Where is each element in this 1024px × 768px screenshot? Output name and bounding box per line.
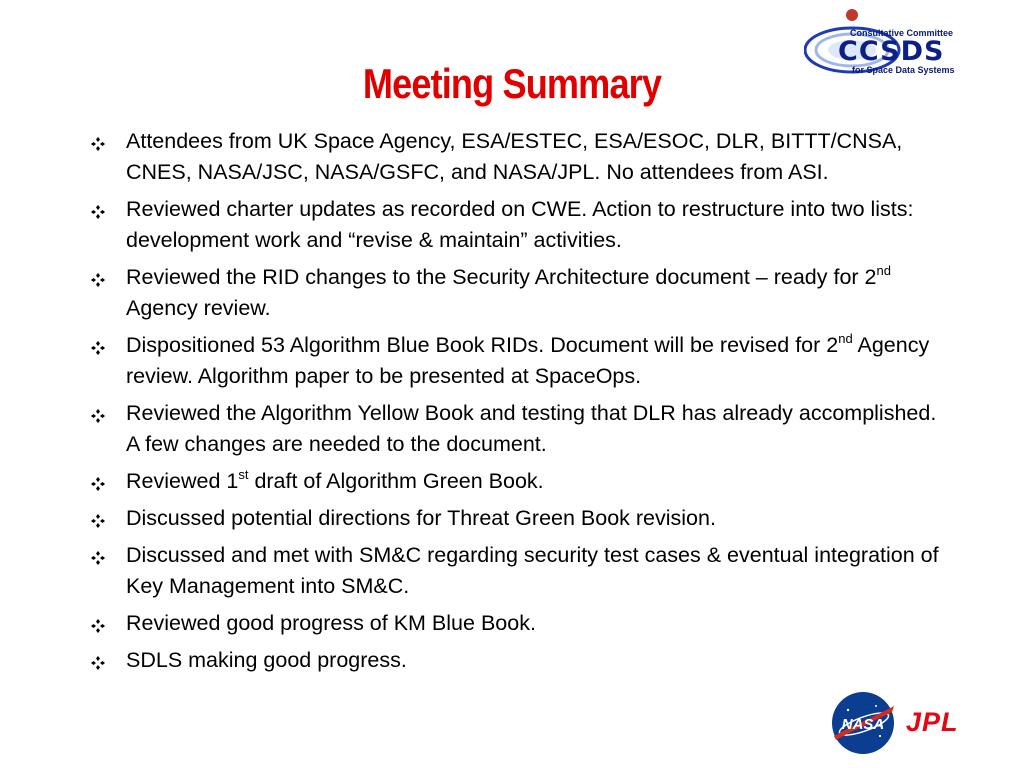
four-diamond-bullet-icon	[91, 273, 105, 287]
bullet-item	[90, 503, 940, 534]
slide-title: Meeting Summary	[362, 60, 662, 107]
bullet-text: Discussed and met with SM&C regarding security test cases & eventual integration of Key Management into SM&C.	[126, 543, 939, 598]
bullet-text: SDLS making good progress.	[126, 648, 407, 672]
bullet-text: Reviewed good progress of KM Blue Book.	[126, 611, 536, 635]
bullet-item	[90, 330, 940, 392]
ordinal-suffix: st	[238, 466, 249, 482]
bullet-item	[90, 126, 940, 188]
bullet-text: Dispositioned 53 Algorithm Blue Book RIDs. Document will be revised for 2	[126, 333, 839, 357]
bullet-item	[90, 466, 940, 497]
bullet-text: Reviewed the Algorithm Yellow Book and testing that DLR has already accomplished. A few changes are needed to the document.	[126, 401, 937, 456]
four-diamond-bullet-icon	[91, 514, 105, 528]
bullet-item	[90, 194, 940, 256]
bullet-text: Agency review. Algorithm paper to be presented at SpaceOps.	[126, 333, 930, 388]
bullet-text: Reviewed 1	[126, 469, 239, 493]
bullet-text: draft of Algorithm Green Book.	[248, 469, 544, 493]
four-diamond-bullet-icon	[91, 341, 105, 355]
four-diamond-bullet-icon	[91, 656, 105, 670]
ordinal-suffix: nd	[876, 262, 891, 278]
bullet-text: Reviewed charter updates as recorded on CWE. Action to restructure into two lists: development work and “revise & maintain” activities.	[126, 197, 914, 252]
four-diamond-bullet-icon	[91, 551, 105, 565]
bullet-text: Attendees from UK Space Agency, ESA/ESTEC, ESA/ESOC, DLR, BITTT/CNSA, CNES, NASA/JSC, NASA/GSFC, and NASA/JPL. No attendees from ASI.	[126, 129, 903, 184]
ccsds-logo-line1: Consultative Committee	[850, 28, 954, 38]
four-diamond-bullet-icon	[91, 409, 105, 423]
four-diamond-bullet-icon	[91, 205, 105, 219]
ordinal-suffix: nd	[838, 330, 853, 346]
bullet-text: Discussed potential directions for Threat Green Book revision.	[126, 506, 716, 530]
ccsds-logo-line3: for Space Data Systems	[852, 65, 955, 75]
jpl-logo: JPL	[906, 707, 959, 737]
bullet-list	[90, 126, 940, 682]
bullet-text: Reviewed the RID changes to the Security Architecture document – ready for 2	[126, 265, 877, 289]
nasa-logo	[828, 690, 898, 756]
bullet-item	[90, 262, 940, 324]
bullet-text: Agency review.	[126, 296, 271, 320]
four-diamond-bullet-icon	[91, 477, 105, 491]
nasa-logo-text: NASA	[841, 716, 885, 733]
ccsds-logo-word: CCSDS	[838, 36, 945, 67]
bullet-item	[90, 540, 940, 602]
bullet-item	[90, 645, 940, 676]
bullet-item	[90, 398, 940, 460]
four-diamond-bullet-icon	[91, 137, 105, 151]
bullet-item	[90, 608, 940, 639]
four-diamond-bullet-icon	[91, 619, 105, 633]
